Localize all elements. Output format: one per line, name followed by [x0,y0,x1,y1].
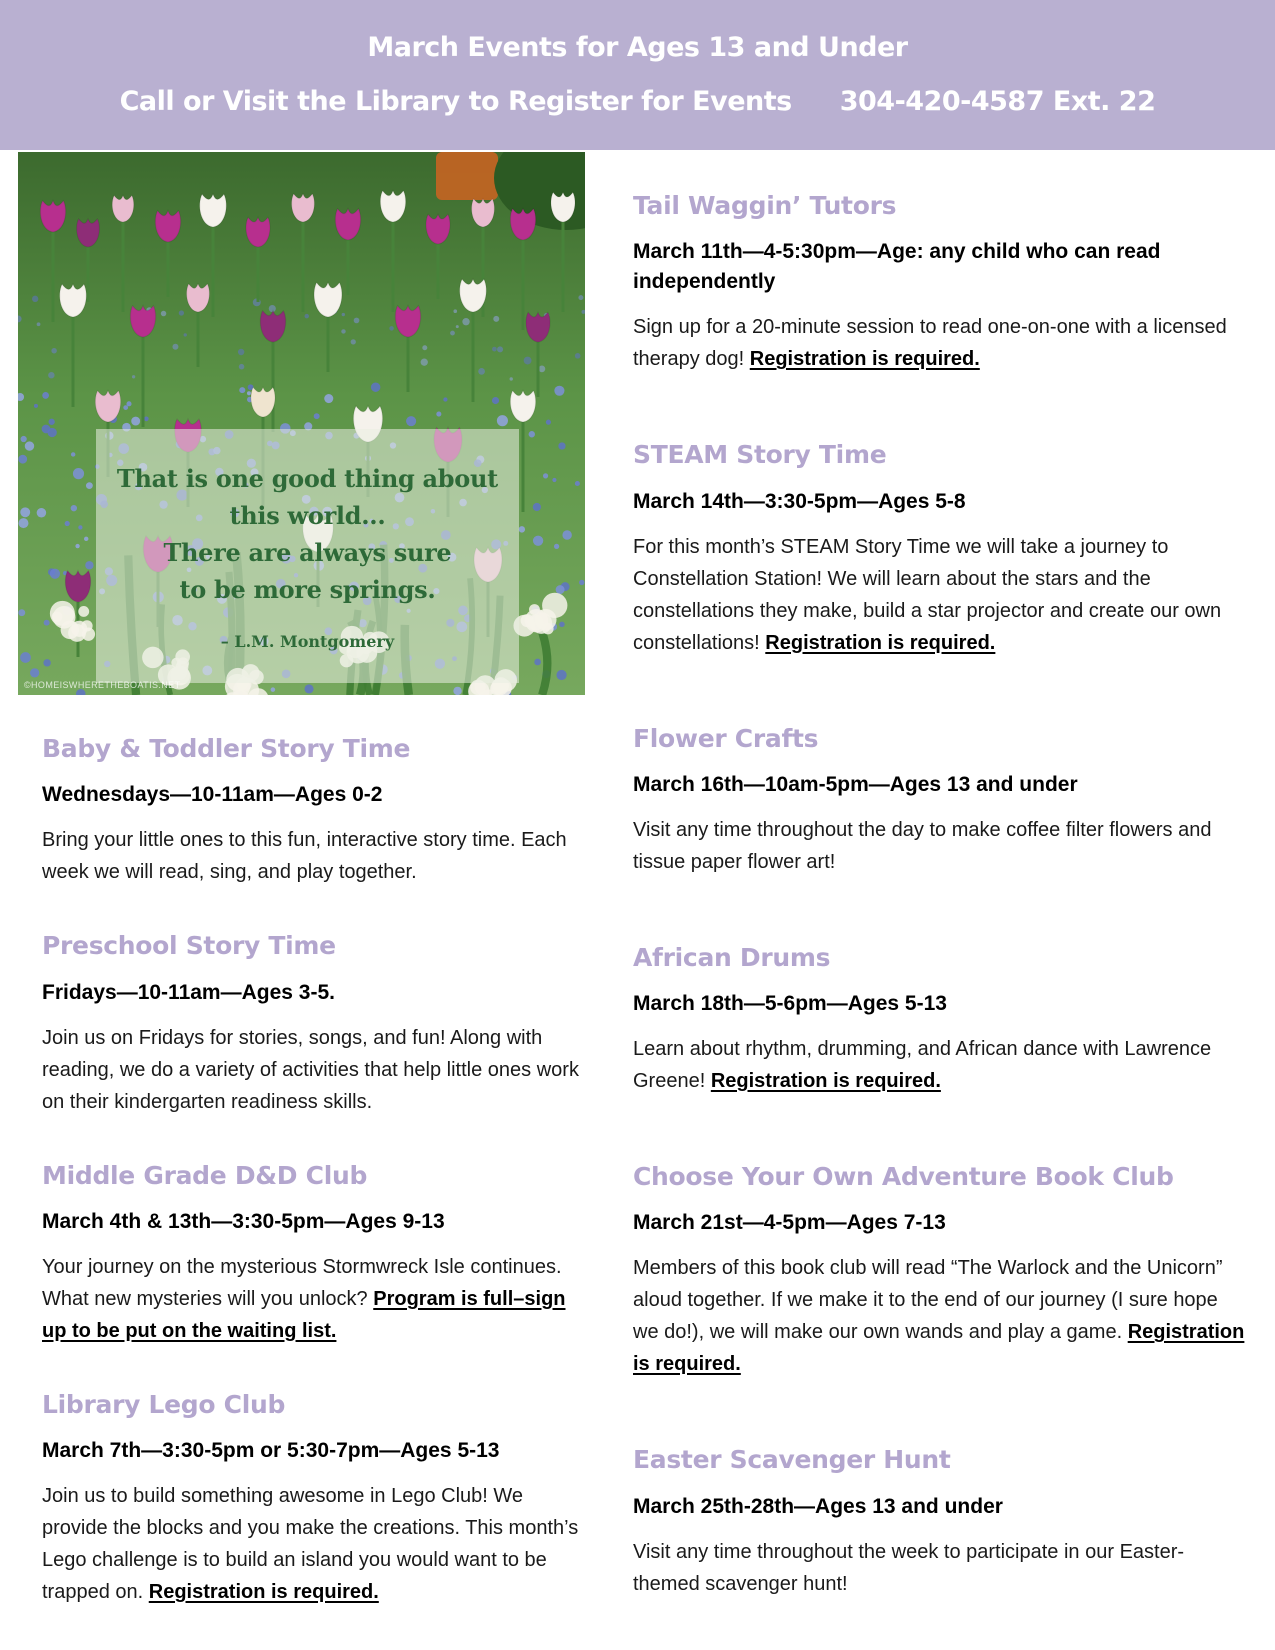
event-section-library-lego-club [18,1389,585,1608]
event-title: Easter Scavenger Hunt [633,1445,951,1475]
event-section-easter-scavenger-hunt [633,1444,1247,1599]
event-section-preschool-story-time [18,930,585,1117]
register-instruction: Call or Visit the Library to Register for Events [119,86,792,117]
event-section-tail-waggin-tutors [633,190,1247,375]
event-description-text: Join us to build something awesome in Lego Club! We provide the blocks and you make the creations. This month’s Lego challenge is to build an island you would want to be trapped on. [42,1485,579,1603]
event-section-flower-crafts [633,723,1247,878]
quote-line: There are always sure [163,538,452,568]
header-banner [0,0,1275,150]
event-title: Tail Waggin’ Tutors [633,191,897,220]
image-watermark: ©HOMEISWHERETHEBOATIS.NET [24,680,181,690]
quote-line: That is one good thing about [116,464,498,494]
event-section-middle-grade-dnd-club [18,1160,585,1347]
event-description-text: Join us on Fridays for stories, songs, and fun! Along with reading, we do a variety of activities that help little ones work on their kindergarten readiness skills. [42,1026,579,1113]
flyer-subtitle-row [120,87,1156,117]
event-title: Baby & Toddler Story Time [42,734,411,763]
event-section-african-drums [633,942,1247,1097]
event-section-choose-your-own-adventure-book-club [633,1161,1247,1380]
event-schedule: March 11th—4-5:30pm—Age: any child who can read independently [633,240,1161,294]
right-column [633,150,1255,1608]
registration-note: Registration is required. [710,1070,941,1092]
event-description [633,1536,1245,1600]
event-description-text: Visit any time throughout the week to participate in our Easter-themed scavenger hunt! [633,1540,1185,1595]
event-description-text: Learn about rhythm, drumming, and African dance with Lawrence Greene! [633,1038,1212,1092]
event-description [633,1252,1245,1380]
quote-attribution: – L.M. Montgomery [220,632,395,652]
event-section-baby-toddler-story-time [18,733,585,888]
flyer-content [0,150,1275,1608]
event-title: African Drums [633,942,831,972]
event-schedule: March 14th—3:30-5pm—Ages 5-8 [633,489,966,513]
registration-note: Registration is required. [633,1321,1245,1376]
phone-number: 304-420-4587 Ext. 22 [839,86,1156,117]
registration-note: Registration is required. [765,631,996,654]
event-schedule: March 16th—10am-5pm—Ages 13 and under [633,772,1078,796]
event-description [633,1033,1245,1097]
event-description [42,1251,581,1347]
event-title: Preschool Story Time [42,931,336,961]
event-description-text: Your journey on the mysterious Stormwreck Isle continues. What new mysteries will you unlock? [42,1255,562,1310]
event-description [42,824,581,888]
event-description [633,311,1245,375]
waiting-list-note: Program is full–sign up to be put on the waiting list. [42,1287,566,1342]
event-schedule: Wednesdays—10-11am—Ages 0-2 [42,783,383,807]
quote-overlay [96,429,518,683]
flyer-title: March Events for Ages 13 and Under [367,32,908,64]
event-description-text: Sign up for a 20-minute session to read one-on-one with a licensed therapy dog! [633,316,1227,371]
event-description-text: Bring your little ones to this fun, interactive story time. Each week we will read, sing, and play together. [42,829,567,884]
left-column [18,150,585,1608]
event-schedule: March 25th-28th—Ages 13 and under [633,1494,1003,1518]
quote-line: to be more springs. [179,575,436,605]
event-description [633,814,1245,878]
registration-note: Registration is required. [749,348,980,371]
event-title: Middle Grade D&D Club [42,1160,368,1190]
event-title: Choose Your Own Adventure Book Club [633,1162,1174,1191]
event-title: Library Lego Club [42,1389,286,1419]
event-description-text: Members of this book club will read “The Warlock and the Unicorn” aloud together. If we make it to the end of our journey (I sure hope we do!), we will make our own wands and play a game. [633,1257,1223,1344]
event-schedule: March 21st—4-5pm—Ages 7-13 [633,1211,946,1235]
event-description-text: For this month’s STEAM Story Time we will take a journey to Constellation Station! We will learn about the stars and the constellations they make, build a star projector and create our own constellations! [633,535,1222,654]
event-schedule: March 7th—3:30-5pm or 5:30-7pm—Ages 5-13 [42,1439,500,1462]
event-description [42,1022,581,1118]
event-schedule: Fridays—10-11am—Ages 3-5. [42,980,335,1004]
event-title: Flower Crafts [633,723,819,753]
event-schedule: March 18th—5-6pm—Ages 5-13 [633,992,947,1015]
hero-image [18,152,585,695]
event-description-text: Visit any time throughout the day to make coffee filter flowers and tissue paper flower art! [633,818,1212,873]
event-title: STEAM Story Time [633,440,887,470]
event-section-steam-story-time [633,439,1247,658]
event-description [633,531,1245,659]
event-schedule: March 4th & 13th—3:30-5pm—Ages 9-13 [42,1209,445,1233]
quote-line: this world... [229,501,386,531]
event-description [42,1480,581,1608]
registration-note: Registration is required. [148,1581,379,1603]
